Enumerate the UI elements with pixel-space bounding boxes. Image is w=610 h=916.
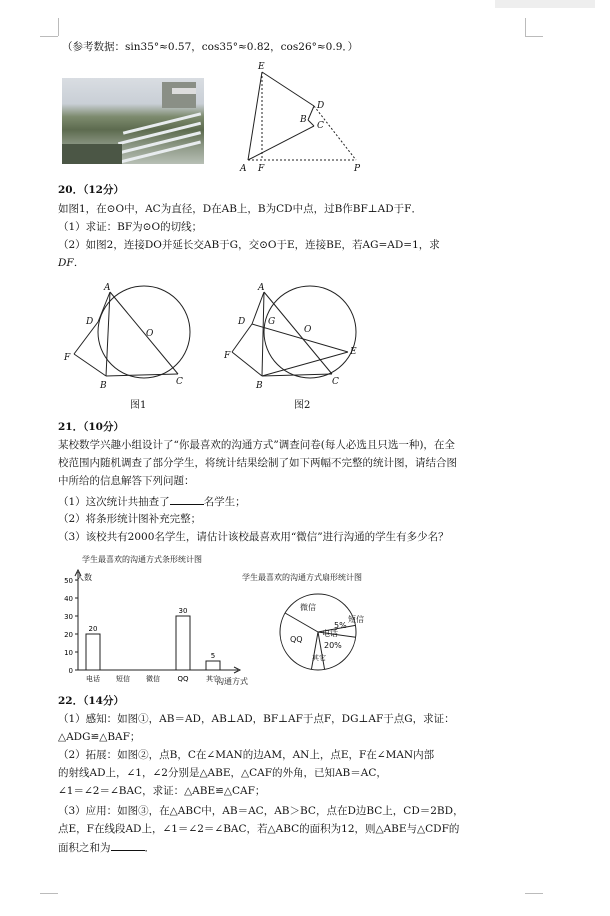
stadium-photo (62, 78, 204, 164)
y-tick-label: 0 (68, 667, 73, 675)
point-label: F (258, 164, 265, 174)
q22-line2: △ADG≌△BAF； (58, 731, 141, 743)
crop-mark (58, 18, 59, 36)
segment-be (262, 352, 348, 376)
q22-line5: ∠1＝∠2＝∠BAC，求证：△ABE≌△CAF； (58, 785, 266, 797)
answer-blank (111, 840, 145, 851)
point-label: O (146, 329, 154, 339)
point-label: B (100, 381, 107, 391)
q20-line3: （2）如图2，连接DO并延长交AB于G，交⊙O于E，连接BE，若AG=AD=1，求 (58, 239, 440, 251)
segment-ea (248, 72, 262, 160)
point-label: O (304, 325, 312, 335)
crop-mark (525, 36, 543, 37)
q21-line2: 校范围内随机调查了部分学生，将统计结果绘制了如下两幅不完整的统计图，请结合图 (58, 457, 457, 469)
point-label: C (317, 121, 324, 131)
crop-mark (525, 18, 526, 36)
q22-line8 (58, 840, 155, 855)
y-tick-label: 30 (64, 613, 73, 621)
x-tick-label: 其它 (206, 675, 220, 683)
pie-chart (236, 570, 406, 680)
q22-line3: （2）拓展：如图②，点B，C在∠MAN的边AM，AN上，点E，F在∠MAN内部 (58, 749, 435, 761)
y-axis-label: 人数 (76, 573, 92, 582)
q20-line1: 如图1，在⊙O中，AC为直径，D在AB上，B为CD中点，过B作BF⊥AD于F． (58, 203, 422, 215)
bar-data-label: 30 (178, 607, 188, 615)
q22-line1: （1）感知：如图①，AB＝AD，AB⊥AD，BF⊥AF于点F，DG⊥AF于点G，求证： (58, 713, 455, 725)
q20-figure2 (224, 280, 374, 392)
y-tick-label: 20 (64, 631, 73, 639)
bar-chart (56, 552, 266, 686)
q21-line3: 中所给的信息解答下列问题： (58, 475, 195, 487)
circle-o (98, 286, 190, 378)
figure2-caption: 图2 (294, 400, 311, 411)
q21-line1: 某校数学兴趣小组设计了“你最喜欢的沟通方式”调查问卷(每人必选且只选一种)，在全 (58, 439, 455, 451)
bar-data-label: 5 (210, 652, 216, 660)
corner-tab (495, 0, 595, 8)
pie-annotation-sms: 5% (334, 621, 347, 630)
segment-db (308, 106, 314, 120)
crop-mark (525, 893, 543, 894)
q21-line4b: 名学生； (203, 496, 246, 508)
q21-line4a: （1）这次统计共抽查了 (58, 496, 170, 508)
segment-ac (264, 292, 332, 374)
pie-label-other: 其它 (312, 654, 326, 662)
segment-bc (308, 120, 314, 126)
point-label: D (317, 101, 325, 111)
q22-line4: 的射线AD上，∠1，∠2分别是△ABE，△CAF的外角，已知AB＝AC， (58, 767, 387, 779)
pie-label-sms: 短信 (348, 615, 364, 624)
bar (86, 634, 100, 670)
period: ． (144, 842, 155, 854)
bar (176, 616, 190, 670)
y-tick-label: 50 (64, 577, 73, 585)
segment-ca (248, 126, 314, 160)
x-tick-label: QQ (177, 675, 189, 683)
q20-figure1 (60, 280, 200, 392)
bar (206, 661, 220, 670)
q20-title: 20．（12分） (58, 184, 124, 196)
pie-label-wechat: 微信 (300, 603, 316, 612)
dashed-dp (314, 106, 356, 160)
q21-line5: （2）将条形统计图补充完整； (58, 513, 202, 525)
x-tick-label: 电话 (86, 675, 100, 683)
y-tick-label: 10 (64, 649, 73, 657)
point-label: D (238, 317, 246, 327)
crop-mark (40, 893, 58, 894)
point-label: B (300, 115, 307, 125)
point-label: D (86, 317, 94, 327)
segment-ad (98, 292, 110, 322)
point-label: A (258, 283, 265, 293)
point-label: P (354, 164, 361, 174)
segment-df (232, 324, 252, 352)
x-axis-label: 沟通方式 (216, 677, 248, 686)
segment-bc (106, 374, 178, 376)
segment-ad (252, 292, 264, 324)
pie-chart-title: 学生最喜欢的沟通方式扇形统计图 (242, 573, 362, 582)
stand-geometry-figure (236, 60, 366, 178)
x-tick-label: 短信 (116, 675, 130, 683)
pie-label-phone: 电话 (322, 629, 338, 638)
bar-chart-title: 学生最喜欢的沟通方式条形统计图 (82, 555, 202, 564)
q21-line4 (58, 494, 246, 509)
answer-blank (170, 494, 204, 505)
q21-title: 21．（10分） (58, 421, 124, 433)
point-label: B (256, 381, 263, 391)
q22-title: 22．（14分） (58, 695, 124, 707)
q22-line6: （3）应用：如图③，在△ABC中，AB＝AC，AB＞BC，点在D边BC上，CD＝2BD， (58, 805, 464, 817)
q20-line4: DF． (58, 257, 85, 269)
point-label: F (224, 351, 231, 361)
point-label: C (332, 377, 339, 387)
reference-data: （参考数据：sin35°≈0.57，cos35°≈0.82，cos26°≈0.9．） (62, 41, 359, 53)
segment-fb (74, 354, 106, 376)
x-tick-label: 微信 (146, 675, 160, 683)
y-tick-label: 40 (64, 595, 73, 603)
point-label: A (240, 164, 247, 174)
segment-ed (262, 72, 314, 106)
point-label: G (268, 317, 276, 327)
point-label: E (350, 347, 357, 357)
crop-mark (40, 36, 58, 37)
pie-label-qq: QQ (290, 635, 303, 644)
segment-ac (110, 292, 178, 374)
segment-fb (232, 352, 262, 376)
point-label: E (258, 62, 265, 72)
bar-data-label: 20 (88, 625, 98, 633)
figure1-caption: 图1 (130, 400, 147, 411)
q22-line7: 点E，F在线段AD上，∠1＝∠2＝∠BAC，若△ABC的面积为12，则△ABE与△CDF的 (58, 823, 460, 835)
pie-annotation-phone: 20% (324, 641, 342, 650)
q22-line8-text: 面积之和为 (58, 842, 111, 854)
point-label: C (176, 377, 183, 387)
point-label: A (104, 283, 111, 293)
q20-line2: （1）求证：BF为⊙O的切线； (58, 221, 203, 233)
q21-line6: （3）该校共有2000名学生，请估计该校最喜欢用“微信”进行沟通的学生有多少名？ (58, 531, 449, 543)
point-label: F (64, 353, 71, 363)
